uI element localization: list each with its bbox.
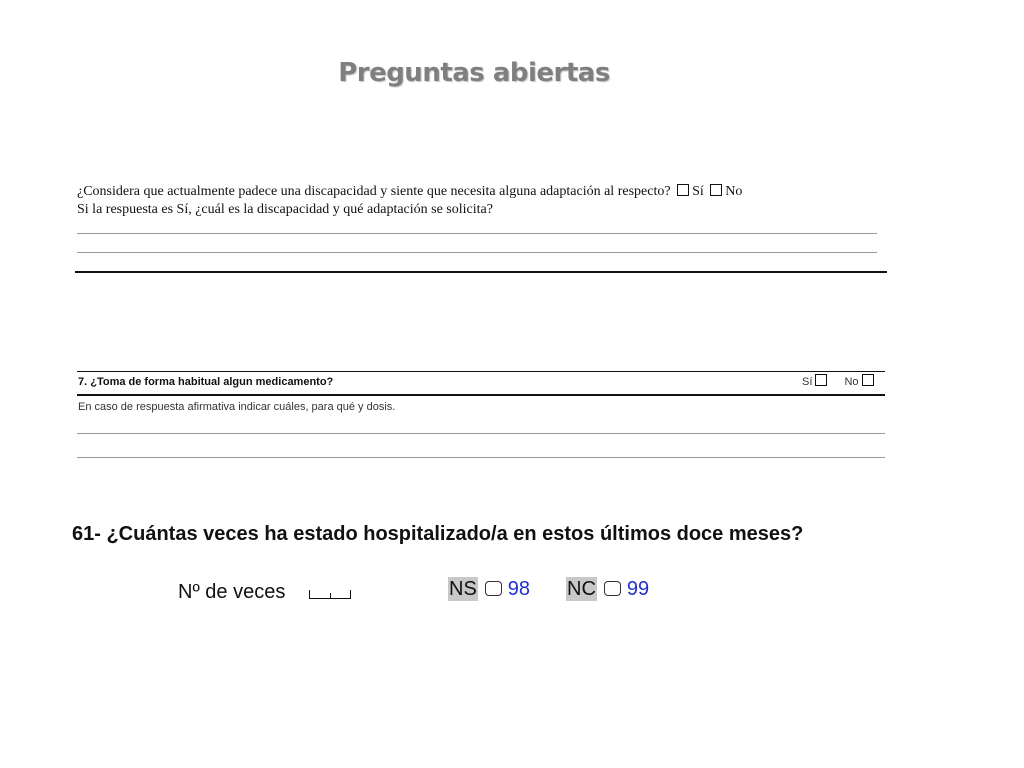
disability-yes-checkbox[interactable]	[677, 184, 689, 196]
section-divider	[77, 371, 885, 372]
disability-question-text: ¿Considera que actualmente padece una discapacidad y siente que necesita alguna adaptación al respecto?	[77, 184, 671, 199]
medication-yes-label: Sí	[802, 376, 813, 388]
medication-instruction-text: En caso de respuesta afirmativa indicar cuáles, para qué y dosis.	[78, 401, 396, 413]
slide-title: Preguntas abiertas	[338, 58, 610, 88]
disability-followup-text: Si la respuesta es Sí, ¿cuál es la discapacidad y qué adaptación se solicita?	[77, 202, 493, 217]
nc-checkbox[interactable]	[604, 581, 621, 596]
nc-code: 99	[626, 578, 650, 600]
disability-question-line	[77, 184, 742, 200]
ns-label: NS	[449, 578, 477, 600]
medication-question-text: 7. ¿Toma de forma habitual algun medicamento?	[78, 376, 334, 388]
answer-line[interactable]	[77, 233, 877, 234]
ns-checkbox[interactable]	[485, 581, 502, 596]
medication-options	[802, 374, 874, 388]
times-count-input[interactable]	[309, 590, 351, 599]
answer-line[interactable]	[77, 433, 885, 434]
disability-no-checkbox[interactable]	[710, 184, 722, 196]
disability-yes-label: Sí	[692, 184, 704, 199]
nc-option	[566, 578, 649, 601]
medication-no-label: No	[844, 376, 859, 388]
digit-divider	[330, 593, 331, 598]
answer-line[interactable]	[77, 252, 877, 253]
section-divider	[75, 271, 887, 273]
answer-line[interactable]	[77, 457, 885, 458]
disability-no-label: No	[725, 184, 743, 199]
hospitalization-question-text: 61- ¿Cuántas veces ha estado hospitalizado/a en estos últimos doce meses?	[72, 523, 804, 545]
ns-option	[448, 578, 530, 601]
nc-label: NC	[567, 578, 596, 600]
section-divider	[77, 394, 885, 396]
medication-no-checkbox[interactable]	[862, 374, 874, 386]
medication-yes-checkbox[interactable]	[815, 374, 827, 386]
times-count-label: Nº de veces	[178, 581, 286, 603]
ns-code: 98	[507, 578, 531, 600]
